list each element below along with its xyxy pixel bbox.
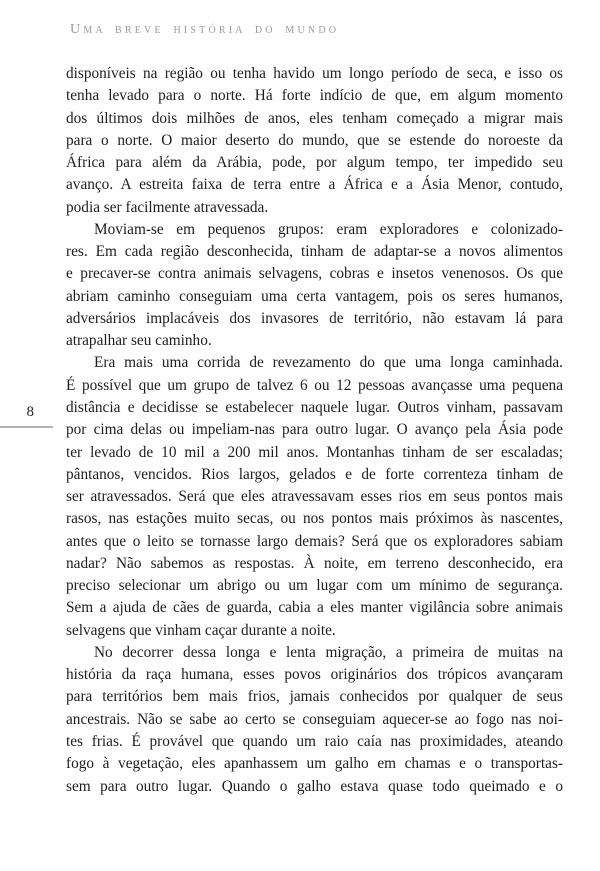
text-line: tenha levado para o norte. Há forte indício de que, em algum momento bbox=[66, 87, 563, 105]
text-line: podia ser facilmente atravessada. bbox=[66, 198, 269, 216]
text-line: ter levado de 10 mil a 200 mil anos. Montanhas tinham de ser escaladas; bbox=[66, 443, 563, 461]
text-line: rasos, nas estações muito secas, ou nos pontos mais próximos às nascentes, bbox=[66, 510, 563, 528]
text-line: para territórios bem mais frios, jamais conhecidos por qualquer de seus bbox=[66, 688, 563, 706]
text-line: ancestrais. Não se sabe ao certo se conseguiam aquecer-se ao fogo nas noi- bbox=[66, 710, 563, 728]
text-line: pântanos, vencidos. Rios largos, gelados e de forte correnteza tinham de bbox=[66, 465, 563, 483]
text-line: sem para outro lugar. Quando o galho estava quase todo queimado e o bbox=[66, 777, 563, 795]
text-line: tes frias. É provável que quando um raio caía nas proximidades, ateando bbox=[66, 732, 563, 750]
text-line: atrapalhar seu caminho. bbox=[66, 332, 212, 350]
running-header bbox=[70, 20, 339, 38]
text-line: preciso selecionar um abrigo ou um lugar com um mínimo de segurança. bbox=[66, 577, 563, 595]
page-number: 8 bbox=[26, 404, 34, 420]
text-line: dos últimos dois milhões de anos, eles tenham começado a migrar mais bbox=[66, 109, 563, 127]
text-line: É possível que um grupo de talvez 6 ou 12 pessoas avançasse uma pequena bbox=[66, 376, 563, 394]
text-line: Moviam-se em pequenos grupos: eram exploradores e colonizado- bbox=[94, 220, 563, 238]
text-line: abriam caminho conseguiam uma certa vantagem, pois os seres humanos, bbox=[66, 287, 563, 305]
text-line: ser atravessados. Será que eles atravessavam esses rios em seus pontos mais bbox=[66, 488, 563, 506]
text-line: por cima delas ou impeliam-nas para outro lugar. O avanço pela Ásia pode bbox=[66, 421, 563, 439]
text-line: para o norte. O maior deserto do mundo, que se estende do noroeste da bbox=[66, 131, 563, 149]
text-line: avanço. A estreita faixa de terra entre a África e a Ásia Menor, contudo, bbox=[66, 176, 563, 194]
body-text bbox=[66, 63, 563, 798]
text-line: res. Em cada região desconhecida, tinham de adaptar-se a novos alimentos bbox=[66, 243, 563, 261]
page-number-rule bbox=[0, 426, 53, 428]
running-header-text: MA BREVE HISTÓRIA DO MUNDO bbox=[83, 25, 340, 36]
text-line: Era mais uma corrida de revezamento do que uma longa caminhada. bbox=[94, 354, 563, 372]
text-line: África para além da Arábia, pode, por algum tempo, ter impedido seu bbox=[66, 154, 563, 172]
text-line: No decorrer dessa longa e lenta migração, a primeira de muitas na bbox=[94, 643, 563, 661]
text-line: história da raça humana, esses povos originários dos trópicos avançaram bbox=[66, 666, 563, 684]
text-line: Sem a ajuda de cães de guarda, cabia a eles manter vigilância sobre animais bbox=[66, 599, 563, 617]
text-line: nadar? Não sabemos as respostas. À noite, em terreno desconhecido, era bbox=[66, 554, 563, 572]
text-line: e precaver-se contra animais selvagens, cobras e insetos venenosos. Os que bbox=[66, 265, 563, 283]
text-line: distância e decidisse se estabelecer naquele lugar. Outros vinham, passavam bbox=[66, 398, 563, 416]
text-line: disponíveis na região ou tenha havido um longo período de seca, e isso os bbox=[66, 65, 563, 82]
text-line: antes que o leito se tornasse largo demais? Será que os exploradores sabiam bbox=[66, 532, 563, 550]
running-header-initial: U bbox=[70, 22, 84, 37]
text-line: selvagens que vinham caçar durante a noite. bbox=[66, 621, 336, 639]
text-line: adversários implacáveis dos invasores de território, não estavam lá para bbox=[66, 309, 563, 327]
text-line: fogo à vegetação, eles apanhassem um galho em chamas e o transportas- bbox=[66, 755, 563, 773]
